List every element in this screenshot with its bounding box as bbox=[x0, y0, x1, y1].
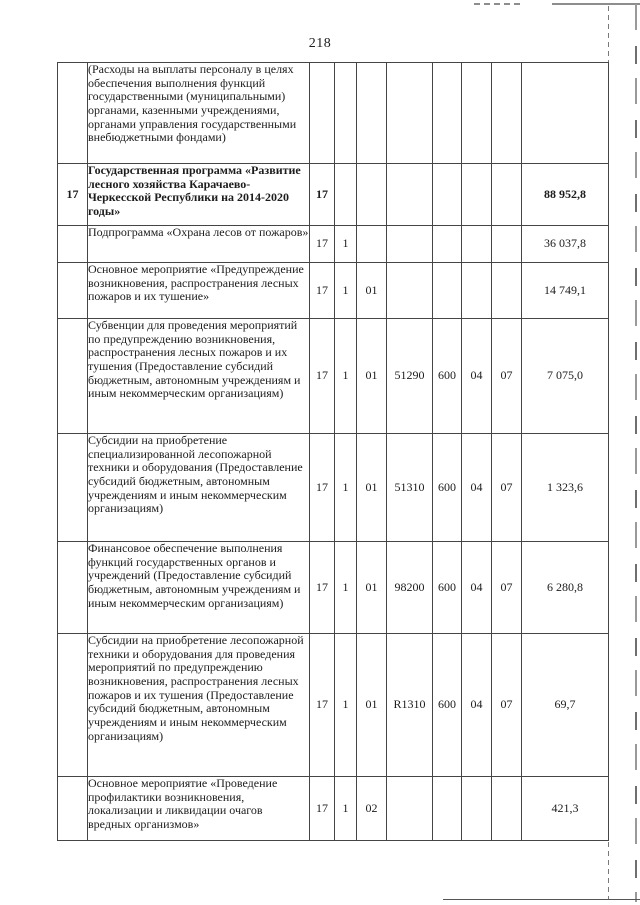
direction-code-cell bbox=[387, 777, 433, 841]
subprogram-code-cell: 1 bbox=[335, 319, 357, 434]
expense-type-code-cell: 600 bbox=[433, 434, 462, 542]
subprogram-code-cell: 1 bbox=[335, 434, 357, 542]
main-activity-code-cell: 01 bbox=[357, 542, 387, 634]
main-activity-code-cell bbox=[357, 226, 387, 263]
row-number-cell bbox=[58, 226, 88, 263]
subprogram-code-cell: 1 bbox=[335, 226, 357, 263]
scan-artifact-below-table bbox=[608, 842, 609, 900]
direction-code-cell: 51290 bbox=[387, 319, 433, 434]
subprogram-code-cell bbox=[335, 63, 357, 164]
section-code-cell bbox=[462, 63, 492, 164]
amount-cell bbox=[522, 63, 609, 164]
section-code-cell bbox=[462, 777, 492, 841]
main-activity-code-cell: 01 bbox=[357, 263, 387, 319]
expense-type-code-cell bbox=[433, 63, 462, 164]
row-number-cell bbox=[58, 263, 88, 319]
amount-cell: 88 952,8 bbox=[522, 164, 609, 226]
program-code-cell: 17 bbox=[310, 542, 335, 634]
subsection-code-cell: 07 bbox=[492, 319, 522, 434]
row-number-cell bbox=[58, 634, 88, 777]
expense-type-code-cell: 600 bbox=[433, 542, 462, 634]
program-code-cell: 17 bbox=[310, 319, 335, 434]
direction-code-cell bbox=[387, 263, 433, 319]
name-cell: Субсидии на приобретение специализированной лесопожарной техники и оборудования (Предоставление субсидий бюджетным, автономным учреждениям и иным некоммерческим организациям) bbox=[88, 434, 310, 542]
direction-code-cell bbox=[387, 164, 433, 226]
amount-cell: 7 075,0 bbox=[522, 319, 609, 434]
program-code-cell: 17 bbox=[310, 263, 335, 319]
main-activity-code-cell: 01 bbox=[357, 319, 387, 434]
name-cell: Подпрограмма «Охрана лесов от пожаров» bbox=[88, 226, 310, 263]
subsection-code-cell bbox=[492, 263, 522, 319]
row-number-cell bbox=[58, 319, 88, 434]
expense-type-code-cell bbox=[433, 263, 462, 319]
section-code-cell: 04 bbox=[462, 634, 492, 777]
budget-table bbox=[57, 62, 609, 841]
name-cell: Государственная программа «Развитие лесного хозяйства Карачаево-Черкесской Республики на 2014-2020 годы» bbox=[88, 164, 310, 226]
section-code-cell bbox=[462, 263, 492, 319]
table-row bbox=[58, 542, 609, 634]
subsection-code-cell bbox=[492, 164, 522, 226]
budget-table-body bbox=[58, 63, 609, 841]
expense-type-code-cell bbox=[433, 226, 462, 263]
scan-artifact-top-line bbox=[552, 3, 640, 5]
name-cell: Финансовое обеспечение выполнения функций государственных органов и учреждений (Предоставление субсидий бюджетным, автономным учреждениям и иным некоммерческим организациям) bbox=[88, 542, 310, 634]
section-code-cell: 04 bbox=[462, 319, 492, 434]
program-code-cell: 17 bbox=[310, 634, 335, 777]
program-code-cell: 17 bbox=[310, 164, 335, 226]
expense-type-code-cell: 600 bbox=[433, 634, 462, 777]
program-code-cell: 17 bbox=[310, 226, 335, 263]
row-number-cell bbox=[58, 777, 88, 841]
main-activity-code-cell: 01 bbox=[357, 634, 387, 777]
main-activity-code-cell: 02 bbox=[357, 777, 387, 841]
amount-cell: 36 037,8 bbox=[522, 226, 609, 263]
page-number: 218 bbox=[308, 36, 332, 51]
subprogram-code-cell: 1 bbox=[335, 542, 357, 634]
subprogram-code-cell: 1 bbox=[335, 777, 357, 841]
section-code-cell: 04 bbox=[462, 542, 492, 634]
direction-code-cell bbox=[387, 63, 433, 164]
amount-cell: 14 749,1 bbox=[522, 263, 609, 319]
expense-type-code-cell: 600 bbox=[433, 319, 462, 434]
table-row bbox=[58, 434, 609, 542]
amount-cell: 421,3 bbox=[522, 777, 609, 841]
table-row bbox=[58, 777, 609, 841]
program-code-cell bbox=[310, 63, 335, 164]
direction-code-cell: 98200 bbox=[387, 542, 433, 634]
row-number-cell bbox=[58, 434, 88, 542]
expense-type-code-cell bbox=[433, 777, 462, 841]
subsection-code-cell: 07 bbox=[492, 634, 522, 777]
subprogram-code-cell: 1 bbox=[335, 634, 357, 777]
amount-cell: 1 323,6 bbox=[522, 434, 609, 542]
scan-artifact-top-dash bbox=[474, 3, 520, 5]
subprogram-code-cell bbox=[335, 164, 357, 226]
name-cell: Субсидии на приобретение лесопожарной техники и оборудования для проведения мероприятий по предупреждению возникновения, распространения лесных пожаров и их тушения (Предоставление субсидий бюджетным, автономным учреждениям и иным некоммерческим организациям) bbox=[88, 634, 310, 777]
subsection-code-cell bbox=[492, 777, 522, 841]
main-activity-code-cell bbox=[357, 164, 387, 226]
section-code-cell bbox=[462, 226, 492, 263]
name-cell: (Расходы на выплаты персоналу в целях обеспечения выполнения функций государственными (муниципальными) органами, казенными учреждениями, органами управления государственными внебюджетными фондами) bbox=[88, 63, 310, 164]
name-cell: Основное мероприятие «Проведение профилактики возникновения, локализации и ликвидации очагов вредных организмов» bbox=[88, 777, 310, 841]
row-number-cell bbox=[58, 542, 88, 634]
program-code-cell: 17 bbox=[310, 434, 335, 542]
direction-code-cell bbox=[387, 226, 433, 263]
program-code-cell: 17 bbox=[310, 777, 335, 841]
subsection-code-cell: 07 bbox=[492, 542, 522, 634]
row-number-cell bbox=[58, 63, 88, 164]
section-code-cell: 04 bbox=[462, 434, 492, 542]
expense-type-code-cell bbox=[433, 164, 462, 226]
scan-artifact-right-page-edge bbox=[635, 4, 637, 902]
name-cell: Основное мероприятие «Предупреждение возникновения, распространения лесных пожаров и их тушение» bbox=[88, 263, 310, 319]
scan-artifact-bottom-line bbox=[443, 899, 640, 900]
amount-cell: 6 280,8 bbox=[522, 542, 609, 634]
subprogram-code-cell: 1 bbox=[335, 263, 357, 319]
subsection-code-cell: 07 bbox=[492, 434, 522, 542]
table-row bbox=[58, 164, 609, 226]
subsection-code-cell bbox=[492, 63, 522, 164]
table-row bbox=[58, 63, 609, 164]
amount-cell: 69,7 bbox=[522, 634, 609, 777]
table-row bbox=[58, 319, 609, 434]
row-number-cell: 17 bbox=[58, 164, 88, 226]
direction-code-cell: R1310 bbox=[387, 634, 433, 777]
direction-code-cell: 51310 bbox=[387, 434, 433, 542]
table-row bbox=[58, 226, 609, 263]
name-cell: Субвенции для проведения мероприятий по предупреждению возникновения, распространения лесных пожаров и их тушения (Предоставление субсидий бюджетным, автономным учреждениям и иным некоммерческим организациям) bbox=[88, 319, 310, 434]
section-code-cell bbox=[462, 164, 492, 226]
scan-artifact-above-table bbox=[608, 6, 609, 62]
main-activity-code-cell: 01 bbox=[357, 434, 387, 542]
table-row bbox=[58, 634, 609, 777]
subsection-code-cell bbox=[492, 226, 522, 263]
main-activity-code-cell bbox=[357, 63, 387, 164]
table-row bbox=[58, 263, 609, 319]
